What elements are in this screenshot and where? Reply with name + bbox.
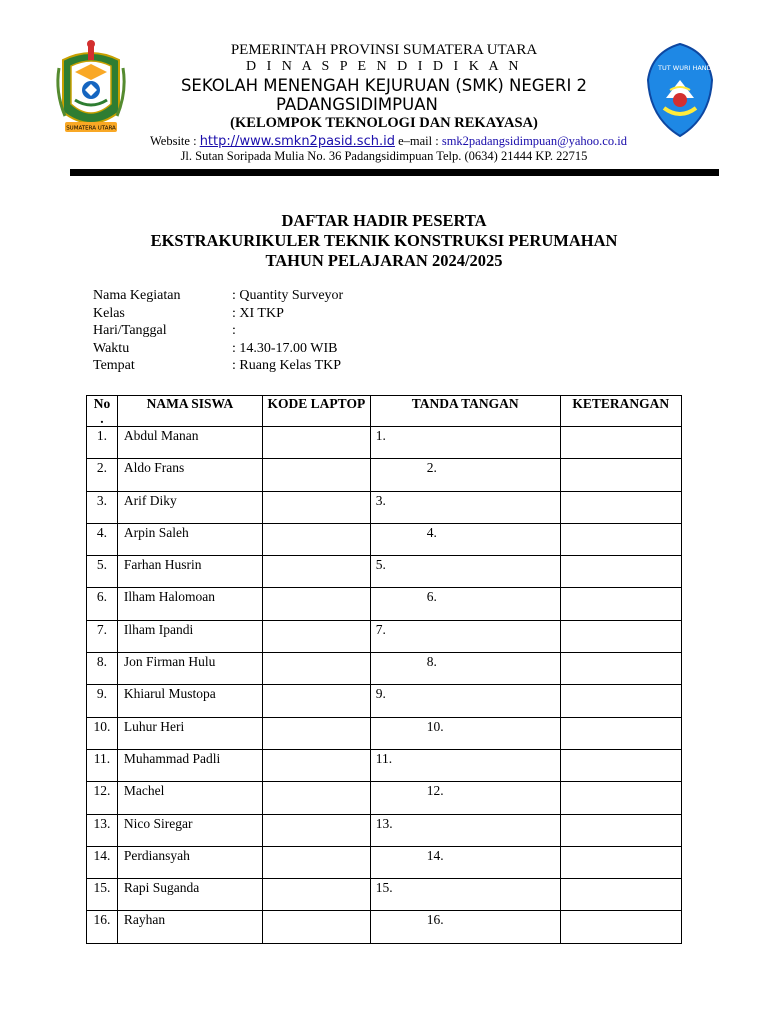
student-name: Rayhan: [117, 911, 262, 943]
info-value: :: [232, 323, 236, 339]
laptop-code-cell: [263, 653, 371, 685]
row-number: 2.: [87, 459, 118, 491]
note-cell: [560, 685, 681, 717]
note-cell: [560, 846, 681, 878]
col-header-no-dot: .: [100, 411, 104, 426]
info-row: [93, 287, 343, 305]
signature-cell: 10.: [370, 717, 560, 749]
laptop-code-cell: [263, 588, 371, 620]
signature-cell: 16.: [370, 911, 560, 943]
tut-wuri-handayani-logo-icon: [644, 40, 731, 140]
student-name: Aldo Frans: [117, 459, 262, 491]
row-number: 10.: [87, 717, 118, 749]
laptop-code-cell: [263, 620, 371, 652]
note-cell: [560, 717, 681, 749]
table-row: [87, 749, 682, 781]
note-cell: [560, 491, 681, 523]
col-header-no: [87, 396, 118, 427]
note-cell: [560, 620, 681, 652]
note-cell: [560, 814, 681, 846]
signature-cell: 2.: [370, 459, 560, 491]
note-cell: [560, 459, 681, 491]
signature-cell: 13.: [370, 814, 560, 846]
signature-cell: 11.: [370, 749, 560, 781]
laptop-code-cell: [263, 782, 371, 814]
academic-year: TAHUN PELAJARAN 2024/2025: [265, 251, 503, 270]
signature-cell: 5.: [370, 556, 560, 588]
website-label: Website :: [150, 134, 197, 148]
laptop-code-cell: [263, 459, 371, 491]
row-number: 7.: [87, 620, 118, 652]
table-row: [87, 846, 682, 878]
table-row: [87, 685, 682, 717]
row-number: 12.: [87, 782, 118, 814]
signature-cell: 14.: [370, 846, 560, 878]
note-cell: [560, 749, 681, 781]
department-name: D I N A S P E N D I D I K A N: [246, 59, 522, 74]
student-name: Rapi Suganda: [117, 879, 262, 911]
signature-cell: 3.: [370, 491, 560, 523]
school-name-line1: SEKOLAH MENENGAH KEJURUAN (SMK) NEGERI 2: [180, 76, 588, 95]
note-cell: [560, 523, 681, 555]
student-name: Abdul Manan: [117, 427, 262, 459]
info-label: Kelas: [93, 305, 125, 321]
row-number: 6.: [87, 588, 118, 620]
table-row: [87, 556, 682, 588]
info-value: : Quantity Surveyor: [232, 288, 344, 303]
laptop-code-cell: [263, 685, 371, 717]
table-row: [87, 911, 682, 943]
row-number: 14.: [87, 846, 118, 878]
table-row: [87, 814, 682, 846]
laptop-code-cell: [263, 717, 371, 749]
info-label: Waktu: [93, 340, 130, 356]
school-name: [150, 76, 618, 114]
row-number: 4.: [87, 523, 118, 555]
government-name: PEMERINTAH PROVINSI SUMATERA UTARA: [230, 42, 538, 58]
document-subtitle: EKSTRAKURIKULER TEKNIK KONSTRUKSI PERUMAHAN: [150, 231, 618, 250]
table-header-row: [87, 396, 682, 427]
laptop-code-cell: [263, 749, 371, 781]
student-name: Machel: [117, 782, 262, 814]
info-label: Nama Kegiatan: [93, 288, 181, 303]
student-name: Khiarul Mustopa: [117, 685, 262, 717]
signature-cell: 6.: [370, 588, 560, 620]
table-row: [87, 717, 682, 749]
laptop-code-cell: [263, 427, 371, 459]
table-row: [87, 620, 682, 652]
activity-info: [93, 287, 343, 375]
col-header-signature: TANDA TANGAN: [370, 396, 560, 427]
attendance-rows: [87, 427, 682, 944]
note-cell: [560, 588, 681, 620]
signature-cell: 7.: [370, 620, 560, 652]
laptop-code-cell: [263, 879, 371, 911]
student-name: Jon Firman Hulu: [117, 653, 262, 685]
info-row: [93, 305, 343, 323]
note-cell: [560, 879, 681, 911]
info-row: [93, 322, 343, 340]
note-cell: [560, 653, 681, 685]
header-divider: [70, 169, 719, 176]
laptop-code-cell: [263, 846, 371, 878]
col-header-laptop: KODE LAPTOP: [263, 396, 371, 427]
info-row: [93, 340, 343, 358]
student-name: Ilham Ipandi: [117, 620, 262, 652]
info-value: : XI TKP: [232, 305, 284, 321]
note-cell: [560, 427, 681, 459]
row-number: 16.: [87, 911, 118, 943]
email-link[interactable]: smk2padangsidimpuan@yahoo.co.id: [441, 134, 627, 148]
row-number: 5.: [87, 556, 118, 588]
signature-cell: 15.: [370, 879, 560, 911]
province-emblem-icon: [55, 38, 127, 142]
table-row: [87, 459, 682, 491]
student-name: Farhan Husrin: [117, 556, 262, 588]
signature-cell: 8.: [370, 653, 560, 685]
emblem-ribbon-text: SUMATERA UTARA: [66, 125, 116, 132]
row-number: 13.: [87, 814, 118, 846]
note-cell: [560, 556, 681, 588]
info-value: : 14.30-17.00 WIB: [232, 340, 338, 356]
row-number: 3.: [87, 491, 118, 523]
laptop-code-cell: [263, 556, 371, 588]
student-name: Arpin Saleh: [117, 523, 262, 555]
website-link[interactable]: http://www.smkn2pasid.sch.id: [199, 134, 395, 149]
table-row: [87, 782, 682, 814]
student-name: Luhur Heri: [117, 717, 262, 749]
row-number: 9.: [87, 685, 118, 717]
note-cell: [560, 782, 681, 814]
row-number: 15.: [87, 879, 118, 911]
school-name-line2: PADANGSIDIMPUAN: [276, 95, 438, 114]
note-cell: [560, 911, 681, 943]
school-address: Jl. Sutan Soripada Mulia No. 36 Padangsidimpuan Telp. (0634) 21444 KP. 22715: [180, 149, 588, 163]
row-number: 11.: [87, 749, 118, 781]
contact-line: [150, 134, 627, 149]
signature-cell: 9.: [370, 685, 560, 717]
table-row: [87, 427, 682, 459]
col-header-note: KETERANGAN: [560, 396, 681, 427]
col-header-no-text: No: [93, 396, 111, 411]
table-row: [87, 653, 682, 685]
laptop-code-cell: [263, 814, 371, 846]
document-title: DAFTAR HADIR PESERTA: [281, 211, 487, 230]
student-name: Perdiansyah: [117, 846, 262, 878]
table-row: [87, 491, 682, 523]
table-row: [87, 523, 682, 555]
student-name: Ilham Halomoan: [117, 588, 262, 620]
student-name: Arif Diky: [117, 491, 262, 523]
info-row: [93, 357, 343, 375]
signature-cell: 1.: [370, 427, 560, 459]
attendance-table: [86, 395, 682, 944]
signature-cell: 12.: [370, 782, 560, 814]
signature-cell: 4.: [370, 523, 560, 555]
student-name: Muhammad Padli: [117, 749, 262, 781]
info-label: Tempat: [93, 358, 135, 374]
email-label: e–mail :: [398, 134, 439, 148]
laptop-code-cell: [263, 491, 371, 523]
student-name: Nico Siregar: [117, 814, 262, 846]
table-row: [87, 588, 682, 620]
laptop-code-cell: [263, 523, 371, 555]
col-header-name: NAMA SISWA: [117, 396, 262, 427]
logo-motto-text: TUT WURI HANDAYANI: [658, 64, 731, 72]
row-number: 1.: [87, 427, 118, 459]
info-value: : Ruang Kelas TKP: [232, 358, 342, 374]
laptop-code-cell: [263, 911, 371, 943]
school-group: (KELOMPOK TEKNOLOGI DAN REKAYASA): [230, 115, 538, 131]
info-label: Hari/Tanggal: [93, 323, 167, 339]
row-number: 8.: [87, 653, 118, 685]
table-row: [87, 879, 682, 911]
